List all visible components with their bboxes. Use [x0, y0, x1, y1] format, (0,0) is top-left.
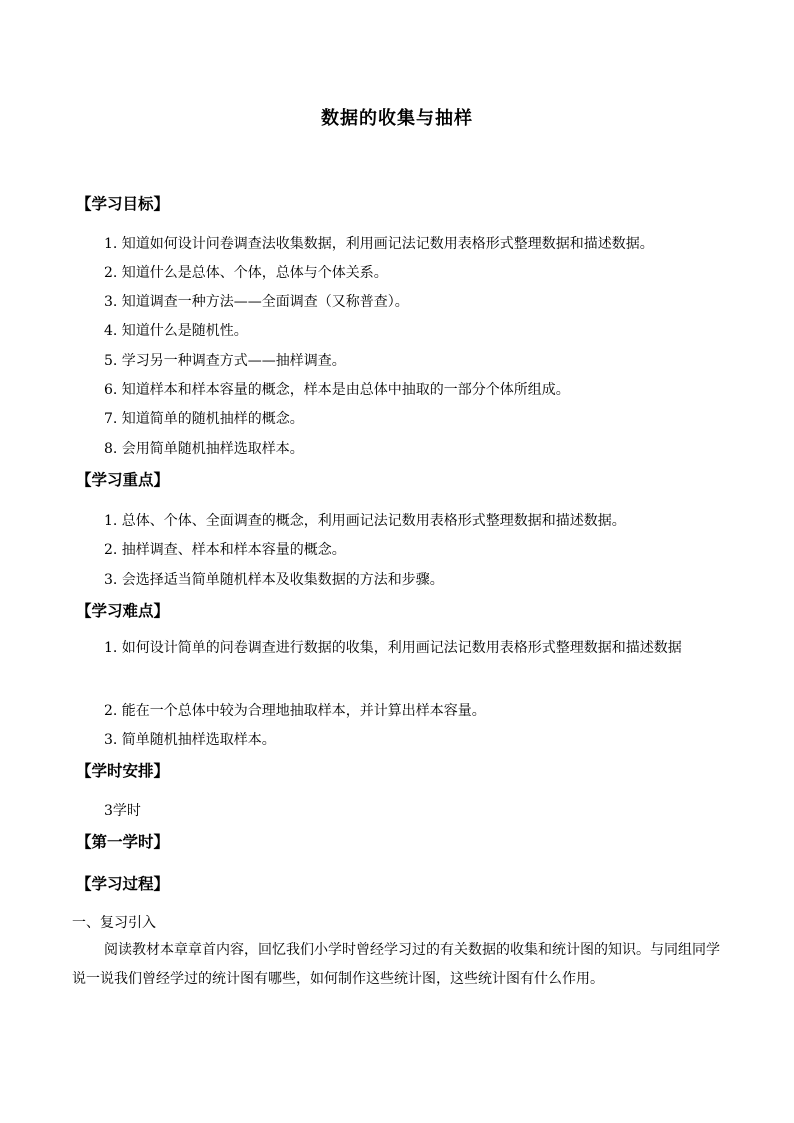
difficulty-item: 2. 能在一个总体中较为合理地抽取样本，并计算出样本容量。	[104, 703, 486, 719]
document-title: 数据的收集与抽样	[321, 108, 473, 129]
process-heading: 【学习过程】	[76, 874, 170, 893]
schedule-text: 3学时	[104, 803, 141, 819]
key-point-item: 3. 会选择适当简单随机样本及收集数据的方法和步骤。	[104, 572, 444, 588]
objective-item: 8. 会用简单随机抽样选取样本。	[104, 441, 304, 457]
intro-paragraph: 阅读教材本章章首内容，回忆我们小学时曾经学习过的有关数据的收集和统计图的知识。与同组同学说一说我们曾经学过的统计图有哪些，如何制作这些统计图，这些统计图有什么作用。	[72, 942, 720, 987]
objective-item: 2. 知道什么是总体、个体，总体与个体关系。	[104, 265, 388, 281]
key-point-item: 1. 总体、个体、全面调查的概念，利用画记法记数用表格形式整理数据和描述数据。	[104, 513, 626, 529]
difficulty-item: 1. 如何设计简单的问卷调查进行数据的收集，利用画记法记数用表格形式整理数据和描述数据	[104, 640, 682, 656]
schedule-heading: 【学时安排】	[76, 761, 170, 780]
first-period-heading: 【第一学时】	[76, 832, 170, 851]
section-title: 一、复习引入	[72, 915, 156, 931]
objective-item: 7. 知道简单的随机抽样的概念。	[104, 411, 304, 427]
objective-item: 4. 知道什么是随机性。	[104, 323, 248, 339]
objective-item: 1. 知道如何设计问卷调查法收集数据，利用画记法记数用表格形式整理数据和描述数据。	[104, 236, 654, 252]
objectives-heading: 【学习目标】	[76, 194, 170, 213]
difficulty-item: 3. 简单随机抽样选取样本。	[104, 732, 276, 748]
objective-item: 6. 知道样本和样本容量的概念，样本是由总体中抽取的一部分个体所组成。	[104, 382, 570, 398]
key-point-item: 2. 抽样调查、样本和样本容量的概念。	[104, 542, 346, 558]
difficulties-heading: 【学习难点】	[76, 601, 170, 620]
key-points-heading: 【学习重点】	[76, 470, 170, 489]
objective-item: 3. 知道调查一种方法——全面调查（又称普查）。	[104, 294, 409, 310]
objective-item: 5. 学习另一种调查方式——抽样调查。	[104, 353, 346, 369]
